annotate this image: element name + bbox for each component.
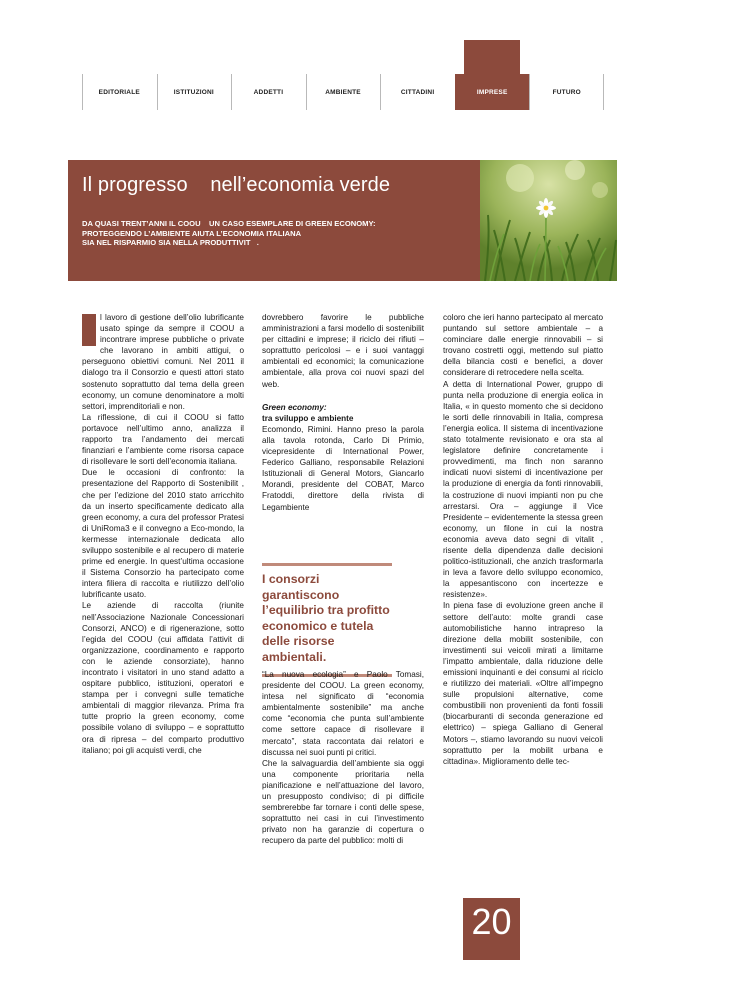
body-paragraph: In piena fase di evoluzione green anche il settore dell’auto: molte grandi case automobilistiche hanno intrapreso la direzione della mobilit sostenibile, con investimenti sui veicoli mirati a limitarne l’impatto ambientale, dalla riduzione delle emissioni inquinanti e dei consumi al riciclo e riutilizzo dei materiali. «Oltre all’impegno sulle propulsioni alternative, come combustibili non provenienti da fonti fossili (biocarburanti di seconda generazione ed elettrico) – spiega Galliano di General Motors –, stiamo lavorando su nuovi veicoli soprattutto per la mobilit urbana e cittadina». Miglioramento delle tec- xyxy=(443,601,603,766)
pull-quote xyxy=(262,563,392,677)
article-title: Il progresso nell’economia verde xyxy=(82,174,391,196)
drop-cap xyxy=(82,314,96,346)
page-number: 20 xyxy=(471,901,512,942)
article-column-3 xyxy=(443,312,603,767)
subtitle-rest: tra sviluppo e ambiente xyxy=(262,413,354,423)
body-paragraph: Che la salvaguardia dell’ambiente sia oggi una componente prioritaria nella pianificazione e nell’attuazione del lavoro, un presupposto condiviso; di pi difficile sembrerebbe far tornare i conti delle spese, soprattutto nei casi in cui l’investimento privato non ha garanzie di copertura o recupero da parte del pubblico: molti di xyxy=(262,758,424,846)
article-column-1 xyxy=(82,312,244,756)
article-header xyxy=(68,160,480,281)
subtitle-line: PROTEGGENDO L’AMBIENTE AIUTA L’ECONOMIA ITALIANA xyxy=(82,228,302,238)
nav-item-futuro[interactable]: FUTURO xyxy=(529,74,604,110)
subtitle-line: DA QUASI TRENT’ANNI IL COOU UN CASO ESEMPLARE DI GREEN ECONOMY: xyxy=(82,219,376,228)
pull-quote-text: I consorzi garantiscono l’equilibrio tra profitto economico e tutela delle risorse ambientali. xyxy=(262,572,390,664)
nav-item-ambiente[interactable]: AMBIENTE xyxy=(306,74,381,110)
body-paragraph: coloro che ieri hanno partecipato al mercato puntando sul settore ambientale – a cominciare dalle energie rinnovabili – si trovano costretti oggi, mettendo sul piatto della bilancia costi e benefici, a dover considerare di retrocedere nella scelta. xyxy=(443,313,603,378)
body-paragraph: Due le occasioni di confronto: la presentazione del Rapporto di Sostenibilit , che per l’edizione del 2010 stato arricchito da un inserto specificamente dedicato alla green economy, a cura del professor Pratesi di UniRoma3 e il convegno a Eco-mondo, la kermesse internazionale dedicata allo sviluppo sostenibile e al recupero di materie prime ed energie. In quest’ultima occasione il Sistema Consorzio ha partecipato come intera filiera di raccolta e riutilizzo dell’olio lubrificante usato. xyxy=(82,468,244,600)
subtitle-emphasis: Green economy: xyxy=(262,402,327,412)
nav-item-cittadini[interactable]: CITTADINI xyxy=(380,74,455,110)
body-paragraph: dovrebbero favorire le pubbliche amministrazioni a farsi modello di sostenibilit per cittadini e imprese; il riciclo dei rifiuti – soprattutto pericolosi – e i suoi vantaggi ambientali ed economici; la comunicazione ambientale, alla prova coi nuovi spazi del web. xyxy=(262,313,424,389)
nav-item-editoriale[interactable]: EDITORIALE xyxy=(82,74,157,110)
article-column-2-continued xyxy=(262,669,424,847)
nav-item-imprese[interactable]: IMPRESE xyxy=(455,74,530,110)
nav-item-istituzioni[interactable]: ISTITUZIONI xyxy=(157,74,232,110)
body-paragraph: Ecomondo, Rimini. Hanno preso la parola alla tavola rotonda, Carlo Di Primio, vicepresidente di International Power, Federico Galliano, responsabile Relazioni Istituzionali di General Motors, Giancarlo Morandi, presidente del COBAT, Marco Fratoddi, direttore della rivista di Legambiente xyxy=(262,424,424,512)
section-subtitle xyxy=(262,402,424,424)
body-paragraph: A detta di International Power, gruppo di punta nella produzione di energia eolica in Italia, « in questo momento che si decidono le sorti delle rinnovabili in Italia, compresa l’energia eolica. Il sistema di incentivazione stato totalmente revisionato e ora sta al legislatore definire concretamente i provvedimenti, ma finch non saranno indicati nuovi sistemi di incentivazione per la produzione di energia da fonti rinnovabili, la costruzione di nuovi impianti non pu che arrestarsi. Ora – aggiunge il Vice Presidente – evidentemente la stessa green economy, un filone in cui la nostra economia aveva dato segni di vitalit , risente della dipendenza dalle decisioni politico-istituzionali, che anzich trasformarla in leva a favore dello sviluppo economico, la appesantiscono con incertezze e resistenze». xyxy=(443,379,603,600)
subtitle-line: SIA NEL RISPARMIO SIA NELLA PRODUTTIVIT . xyxy=(82,238,259,248)
nav-item-addetti[interactable]: ADDETTI xyxy=(231,74,306,110)
article-column-2 xyxy=(262,312,424,513)
article-subtitle xyxy=(82,219,376,248)
body-paragraph: Le aziende di raccolta (riunite nell’Associazione Nazionale Concessionari Consorzi, ANCO) e di rigenerazione, sotto l’egida del COOU (cui affidata l’attivit di organizzazione, coordinamento e rapporto con le aziende consorziate), hanno incontrato i visitatori in uno stand adatto a ospitare pubblico, istituzioni, operatori e stampa per i convegni sulle tematiche ambientali di maggior rilevanza. Prima fra tutte proprio la green economy, come possibile volano di sviluppo – e soprattutto ora di ripresa – del comparto produttivo italiano; poi gli acquisti verdi, che xyxy=(82,601,244,755)
body-paragraph: l lavoro di gestione dell’olio lubrificante usato spinge da sempre il COOU a incontrare imprese pubbliche o private che lavorano in ambiti attigui, o perseguono obiettivi comuni. Nel 2011 il dialogo tra il Consorzio e questi attori stato sostenuto soprattutto dal tema della green economy, un comune denominatore a molti settori, imprenditoriali e non. xyxy=(82,313,244,411)
grass-flower-photo xyxy=(480,160,617,281)
body-paragraph: La riflessione, di cui il COOU si fatto portavoce nell’ultimo anno, analizza il rapporto tra l’andamento dei mercati finanziari e l’ambiente come risorsa capace di risollevare le sorti dell’economia italiana. xyxy=(82,412,244,467)
body-paragraph: “La nuova ecologia” e Paolo Tomasi, presidente del COOU. La green economy, intesa nel significato di “economia ambientalmente sostenibile” ma anche come “economia che punta sull’ambiente come settore capace di risollevare il mercato”, stata raccontata dai relatori e discussa nei suoi punti pi critici. xyxy=(262,670,424,757)
section-nav xyxy=(82,74,604,110)
